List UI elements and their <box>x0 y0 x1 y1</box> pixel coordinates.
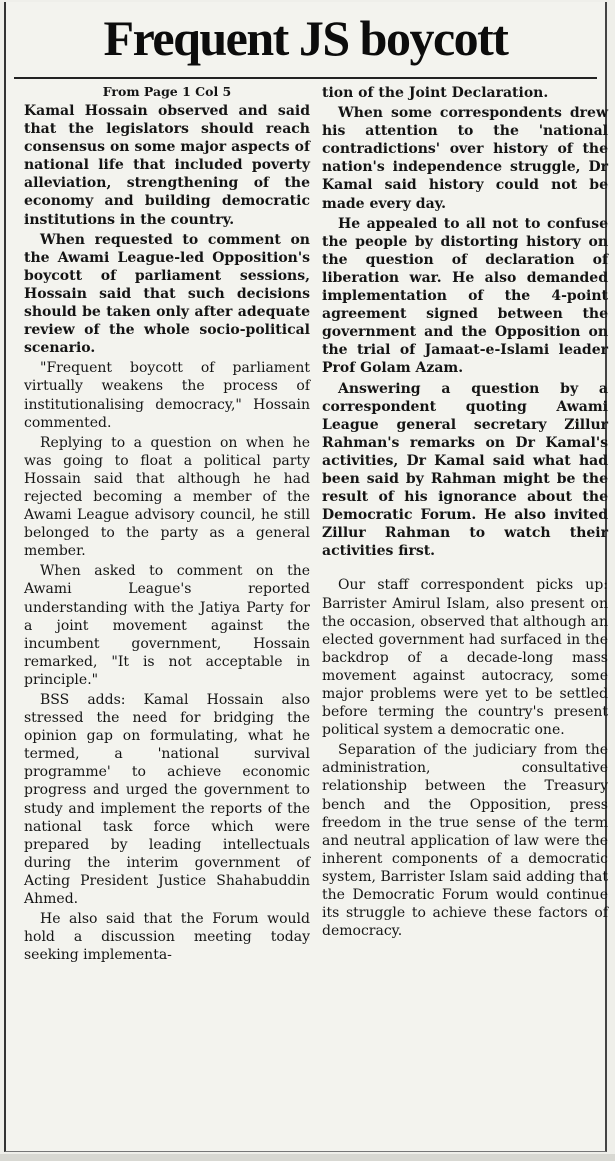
paragraph: Answering a question by a correspondent quoting Awami League general secretary Zillur Rahman's remarks on Dr Kamal's activities, Dr Kamal said what had been said by Rahman might be the result of his ignorance about the Democratic Forum. He also invited Zillur Rahman to watch their activities first. <box>322 380 608 560</box>
paragraph: Kamal Hossain observed and said that the legislators should reach consensus on some major aspects of national life that included poverty alleviation, strengthening of the economy and building democratic institutions in the country. <box>24 103 310 228</box>
dateline: From Page 1 Col 5 <box>102 84 232 99</box>
paragraph: Replying to a question on when he was going to float a political party Hossain said that although he had rejected becoming a member of the Awami League advisory council, he still belonged to the party as a general member. <box>24 434 310 560</box>
paragraph: Our staff correspondent picks up: Barrister Amirul Islam, also present on the occasion, observed that although an elected government had surfaced in the backdrop of a decade-long mass movement against autocracy, some major problems were yet to be settled before terming the country's present political system a democratic one. <box>322 577 608 739</box>
right-column <box>322 84 608 942</box>
paragraph: He also said that the Forum would hold a discussion meeting today seeking implementa- <box>24 911 310 964</box>
left-column <box>24 84 310 966</box>
newspaper-clipping <box>4 2 607 1152</box>
page-edge <box>0 1154 615 1161</box>
paragraph: tion of the Joint Declaration. <box>322 85 549 101</box>
paragraph: When some correspondents drew his attention to the 'national contradictions' over history of the nation's independence struggle, Dr Kamal said history could not be made every day. <box>322 105 608 212</box>
paragraph: "Frequent boycott of parliament virtually weakens the process of institutionalising democracy," Hossain commented. <box>24 360 310 431</box>
paragraph: Separation of the judiciary from the administration, consultative relationship between the Treasury bench and the Opposition, press freedom in the true sense of the term and neutral application of law were the inherent components of a democratic system, Barrister Islam said adding that the Democratic Forum would continue its struggle to achieve these factors of democracy. <box>322 742 608 940</box>
headline: Frequent JS boycott <box>103 10 508 66</box>
paragraph: When asked to comment on the Awami League's reported understanding with the Jatiya Party for a joint movement against the incumbent government, Hossain remarked, "It is not acceptable in principle." <box>24 563 310 688</box>
headline-rule <box>14 77 597 79</box>
paragraph: BSS adds: Kamal Hossain also stressed the need for bridging the opinion gap on formulating, what he termed, a 'national survival programme' to achieve economic progress and urged the government to study and implement the reports of the national task force which were prepared by leading intellectuals during the interim government of Acting President Justice Shahabuddin Ahmed. <box>24 692 310 908</box>
paragraph: When requested to comment on the Awami League-led Opposition's boycott of parliament sessions, Hossain said that such decisions should be taken only after adequate review of the whole socio-political scenario. <box>24 231 310 357</box>
paragraph: He appealed to all not to confuse the people by distorting history on the question of declaration of liberation war. He also demanded implementation of the 4-point agreement signed between the government and the Opposition on the trial of Jamaat-e-Islami leader Prof Golam Azam. <box>322 215 608 377</box>
